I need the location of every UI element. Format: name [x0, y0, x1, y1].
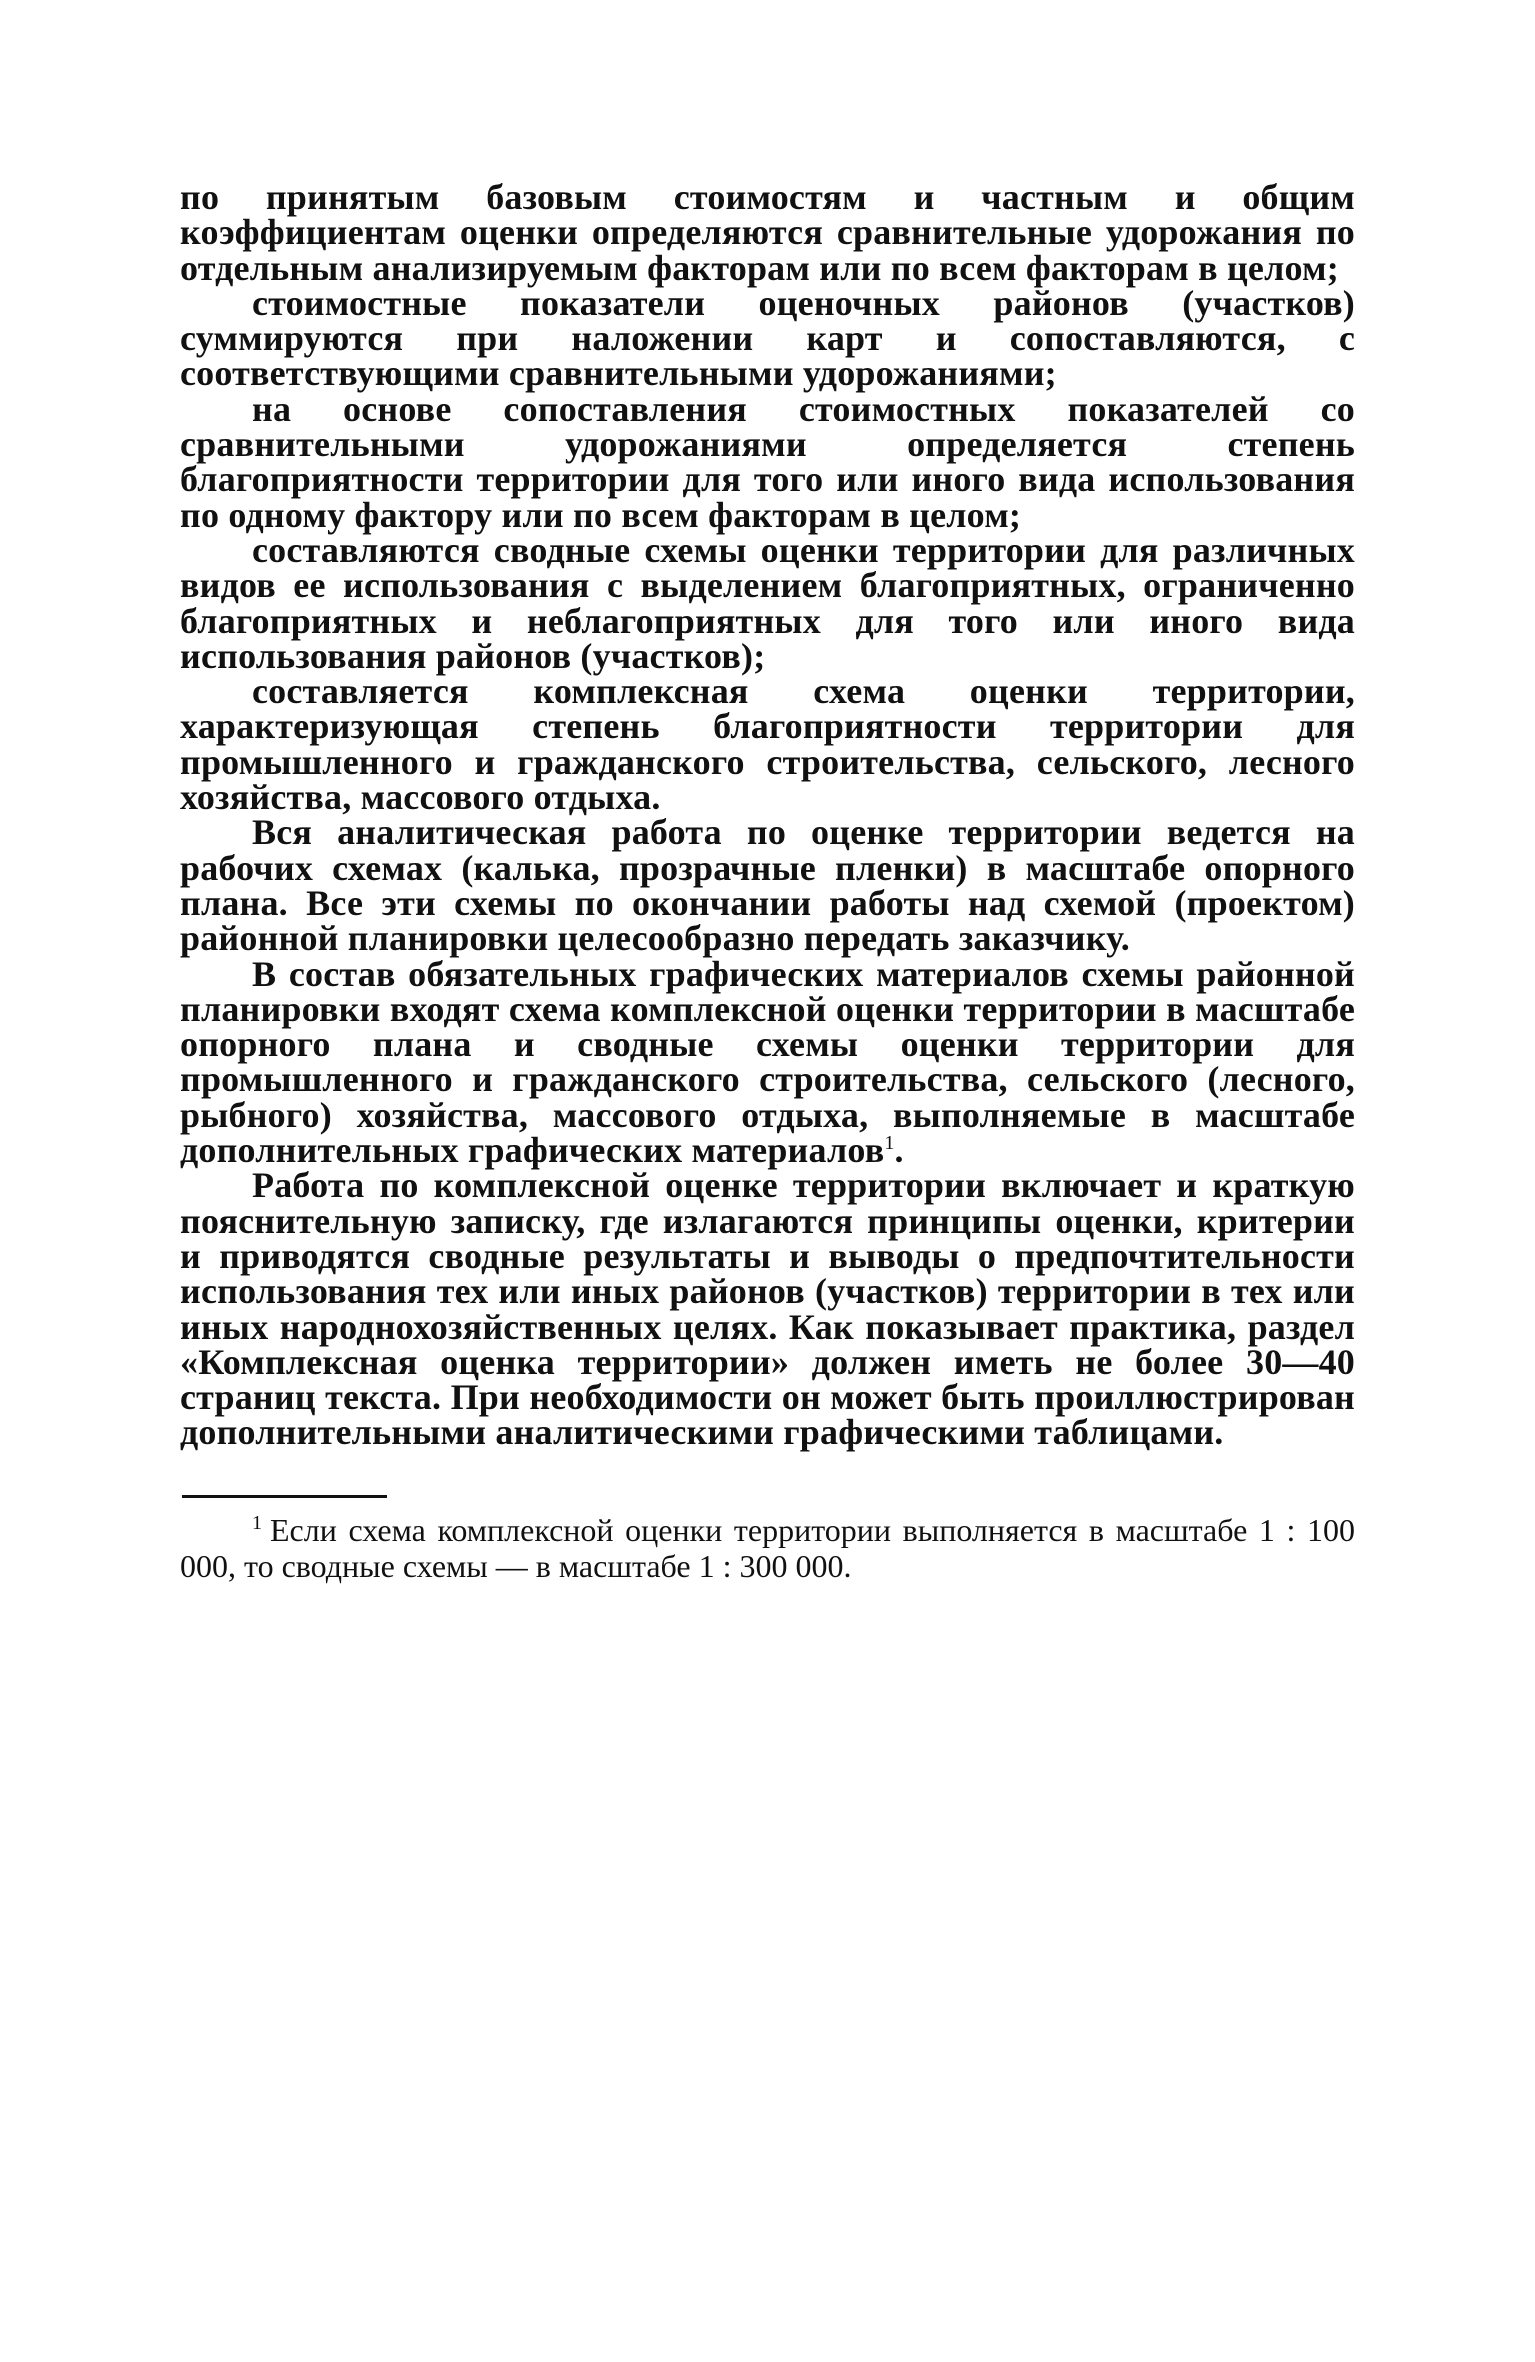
paragraph-7-text: В состав обязательных графических материалов схемы районной планировки входят схема комплексной оценки территории в масштабе опорного плана и сводные схемы оценки территории для промышленного и гражданского строительства, сельского (лесного, рыбного) хозяйства, массового отдыха, выполняемые в масштабе дополнительных графических материалов [180, 953, 1355, 1171]
paragraph-1-text: по принятым базовым стоимостям и частным и общим коэффициентам оценки определяются сравнительные удорожания по отдельным анализируемым факторам или по всем факторам в целом; [180, 177, 1355, 288]
footnote [180, 1512, 1355, 1584]
footnote-text: Если схема комплексной оценки территории выполняется в масштабе 1 : 100 000, то сводные схемы — в масштабе 1 : 300 000. [180, 1511, 1355, 1584]
paragraph-6 [180, 812, 1355, 959]
paragraph-3-text: на основе сопоставления стоимостных показателей со сравнительными удорожаниями определяется степень благоприятности территории для того или иного вида использования по одному фактору или по всем факторам в целом; [180, 388, 1355, 535]
footnote-divider [182, 1495, 387, 1498]
paragraph-4 [180, 529, 1355, 676]
paragraph-3 [180, 388, 1355, 535]
footnote-reference: 1 [884, 1132, 895, 1155]
paragraph-5-text: составляется комплексная схема оценки территории, характеризующая степень благоприятности территории для промышленного и гражданского строительства, сельского, лесного хозяйства, массового отдыха. [180, 671, 1355, 818]
paragraph-8-text: Работа по комплексной оценке территории включает и краткую пояснительную записку, где излагаются принципы оценки, критерии и приводятся сводные результаты и выводы о предпочтительности использования тех или иных районов (участков) территории в тех или иных народнохозяйственных целях. Как показывает практика, раздел «Комплексная оценка территории» должен иметь не более 30—40 страниц текста. При необходимости он может быть проиллюстрирован дополнительными аналитическими графическими таблицами. [180, 1165, 1355, 1453]
paragraph-2 [180, 282, 1355, 394]
paragraph-7-tail: . [894, 1130, 904, 1171]
paragraph-5 [180, 671, 1355, 818]
body-text [180, 177, 1355, 1453]
paragraph-1 [180, 177, 1355, 288]
document-page [180, 177, 1355, 1584]
paragraph-8 [180, 1165, 1355, 1453]
paragraph-7 [180, 953, 1355, 1171]
paragraph-2-text: стоимостные показатели оценочных районов (участков) суммируются при наложении карт и сопоставляются, с соответствующими сравнительными удорожаниями; [180, 282, 1355, 394]
paragraph-6-text: Вся аналитическая работа по оценке территории ведется на рабочих схемах (калька, прозрачные пленки) в масштабе опорного плана. Все эти схемы по окончании работы над схемой (проектом) районной планировки целесообразно передать заказчику. [180, 812, 1355, 959]
footnote-mark: 1 [252, 1512, 262, 1535]
paragraph-4-text: составляются сводные схемы оценки территории для различных видов ее использования с выделением благоприятных, ограниченно благоприятных и неблагоприятных для того или иного вида использования районов (участков); [180, 529, 1355, 676]
